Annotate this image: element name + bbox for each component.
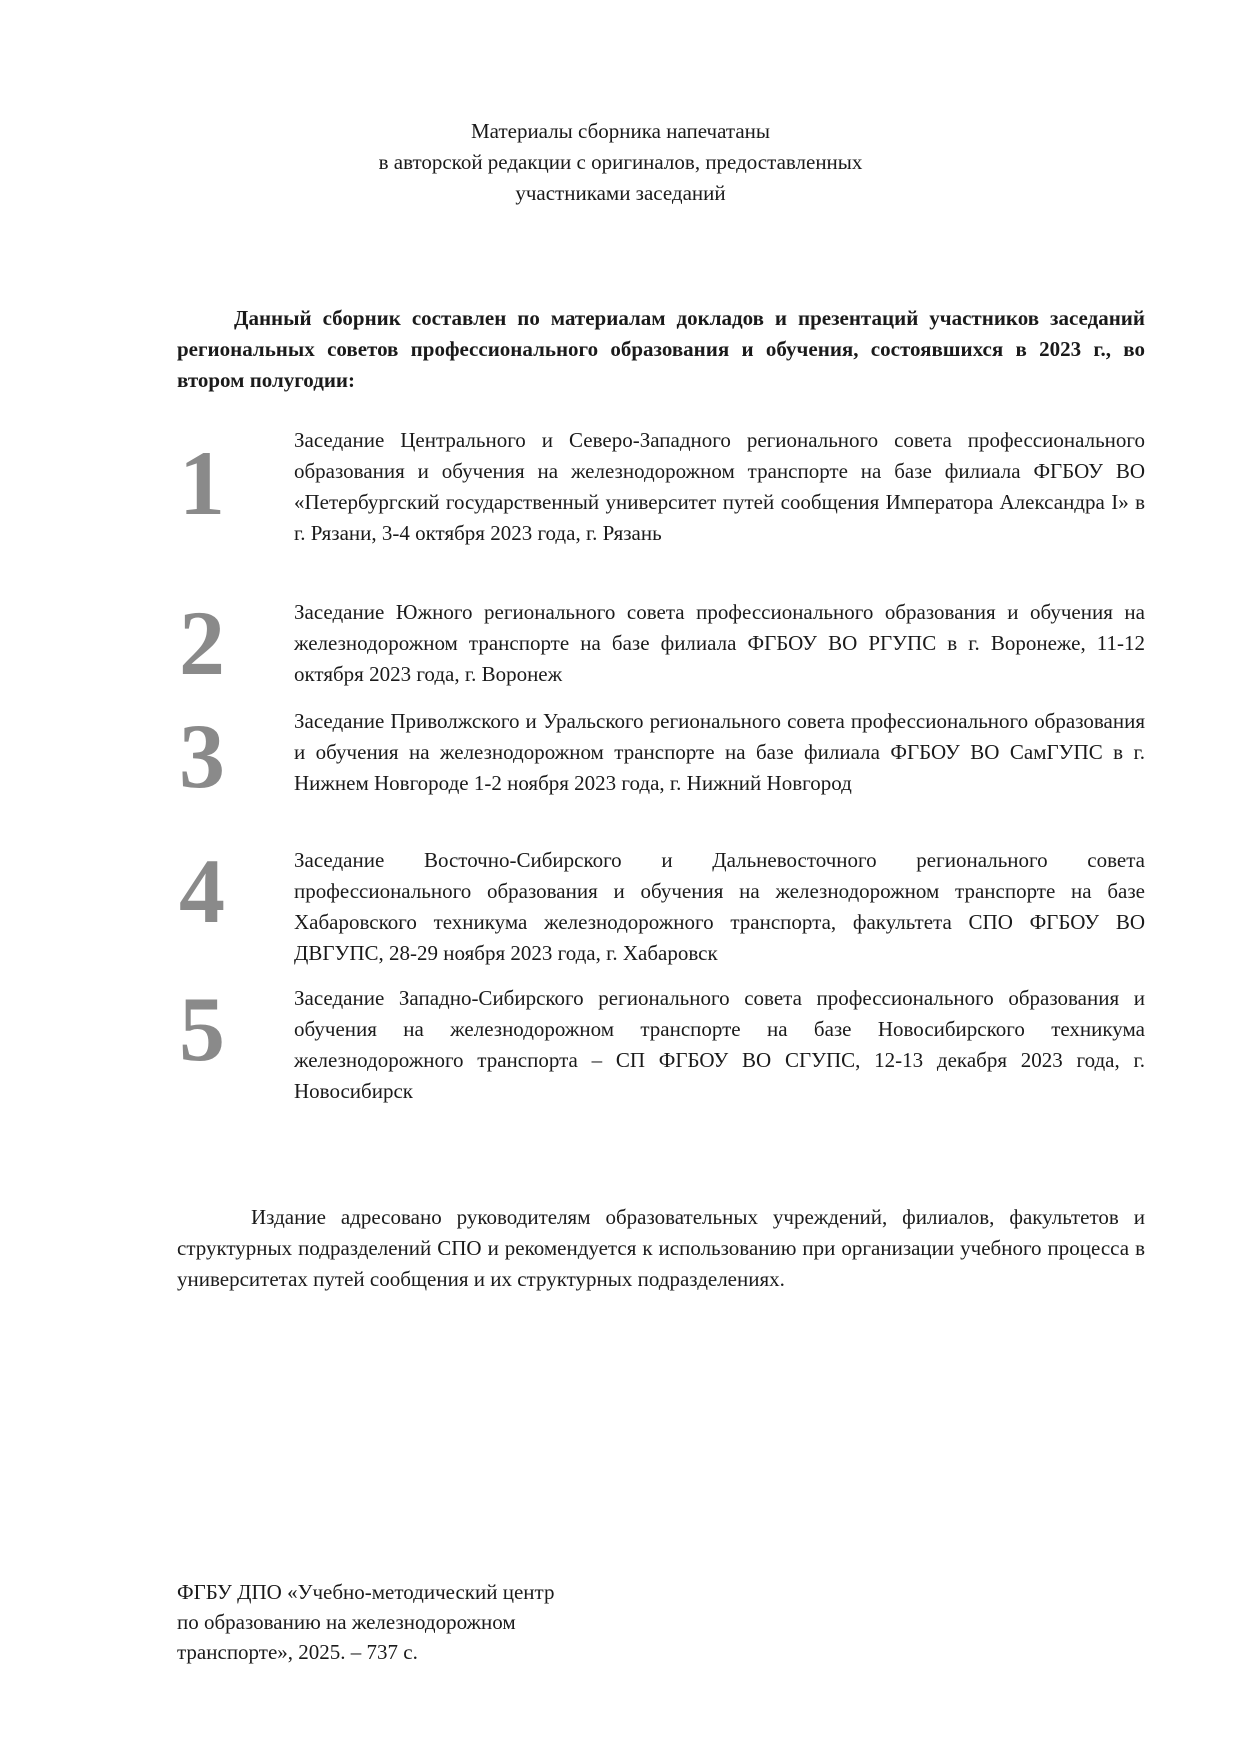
header-note-line: в авторской редакции с оригиналов, предоставленных [378,150,863,174]
publisher-line: ФГБУ ДПО «Учебно-методический центр [177,1580,555,1604]
session-number: 4 [179,840,225,942]
session-description: Заседание Центрального и Северо-Западного регионального совета профессионального образования и обучения на железнодорожном транспорте на базе филиала ФГБОУ ВО «Петербургский государственный университет путей сообщения Императора Александра I» в г. Рязани, 3-4 октября 2023 года, г. Рязань [294,428,1145,545]
session-description: Заседание Восточно-Сибирского и Дальневосточного регионального совета профессионального образования и обучения на железнодорожном транспорте на базе Хабаровского техникума железнодорожного транспорта, факультета СПО ФГБОУ ВО ДВГУПС, 28-29 ноября 2023 года, г. Хабаровск [294,848,1145,965]
session-number: 1 [179,432,225,534]
audience-paragraph: Издание адресовано руководителям образовательных учреждений, филиалов, факультетов и структурных подразделений СПО и рекомендуется к использованию при организации учебного процесса в университетах путей сообщения и их структурных подразделениях. [177,1205,1145,1291]
header-note-line: участниками заседаний [515,181,726,205]
header-note [0,116,1241,209]
session-description: Заседание Западно-Сибирского регионального совета профессионального образования и обучения на железнодорожном транспорте на базе Новосибирского техникума железнодорожного транспорта – СП ФГБОУ ВО СГУПС, 12-13 декабря 2023 года, г. Новосибирск [294,986,1145,1103]
header-note-line: Материалы сборника напечатаны [471,119,770,143]
session-number: 5 [179,978,225,1080]
publisher-line: по образованию на железнодорожном [177,1610,516,1634]
session-number: 2 [179,592,225,694]
intro-paragraph: Данный сборник составлен по материалам докладов и презентаций участников заседаний региональных советов профессионального образования и обучения, состоявшихся в 2023 г., во втором полугодии: [177,306,1145,392]
publisher-line: транспорте», 2025. – 737 с. [177,1640,418,1664]
session-number: 3 [179,705,225,807]
session-description: Заседание Южного регионального совета профессионального образования и обучения на железнодорожном транспорте на базе филиала ФГБОУ ВО РГУПС в г. Воронеже, 11-12 октября 2023 года, г. Воронеж [294,600,1145,686]
publisher-imprint [177,1577,777,1667]
session-description: Заседание Приволжского и Уральского регионального совета профессионального образования и обучения на железнодорожном транспорте на базе филиала ФГБОУ ВО СамГУПС в г. Нижнем Новгороде 1-2 ноября 2023 года, г. Нижний Новгород [294,709,1145,795]
